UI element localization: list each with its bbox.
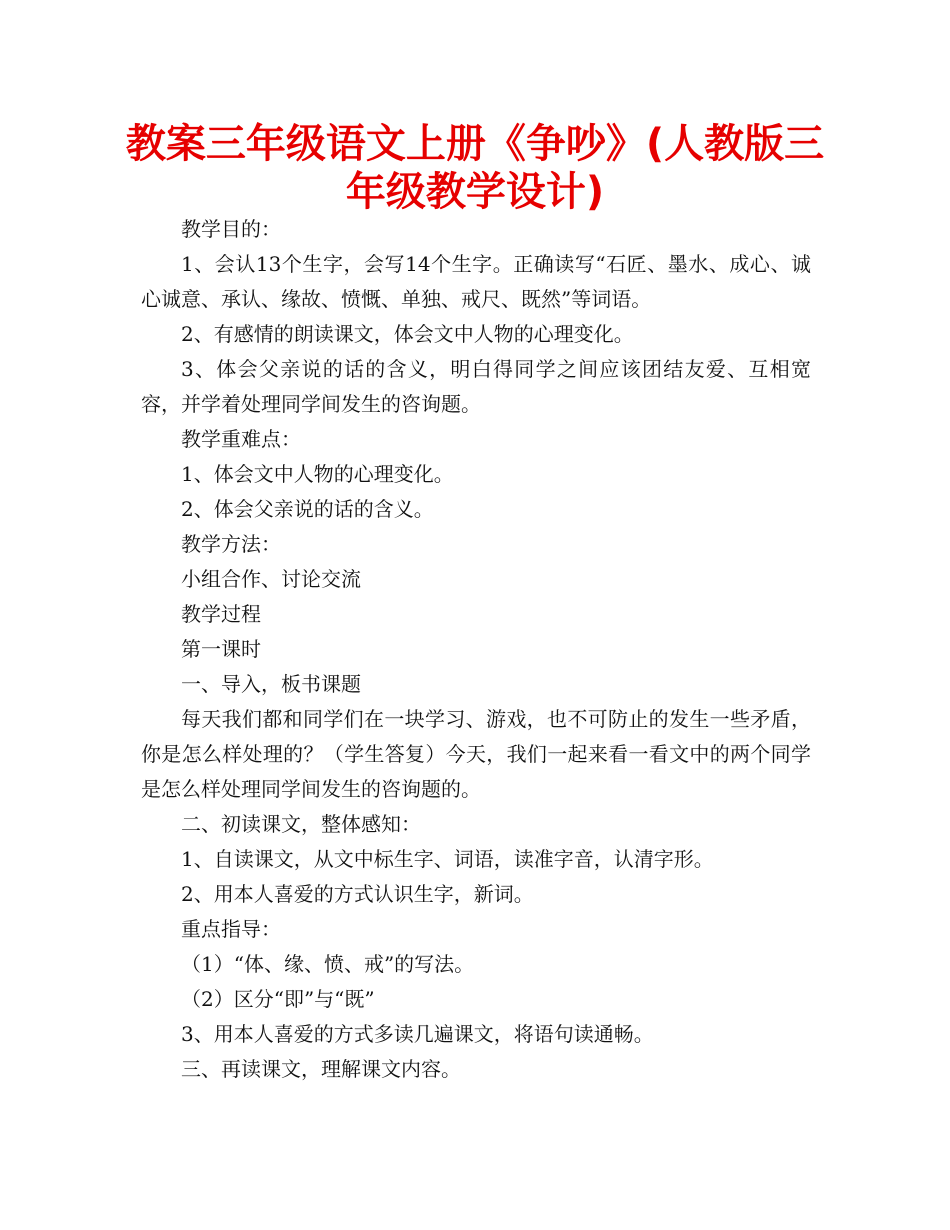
paragraph-objective-3: 3、体会父亲说的话的含义，明白得同学之间应该团结友爱、互相宽容，并学着处理同学间发生的咨询题。 [141,357,811,416]
paragraph-key-point-1: 1、体会文中人物的心理变化。 [181,462,454,486]
paragraph-key-point-2: 2、体会父亲说的话的含义。 [181,497,434,521]
paragraph-section-2-item-3: 3、用本人喜爱的方式多读几遍课文，将语句读通畅。 [181,1022,654,1046]
paragraph-guidance-1: （1）“体、缘、愤、戒”的写法。 [181,952,475,976]
paragraph-section-2-item-2: 2、用本人喜爱的方式认识生字，新词。 [181,882,534,906]
paragraph-objectives-heading: 教学目的： [181,217,281,241]
paragraph-method: 小组合作、讨论交流 [181,567,361,591]
paragraph-guidance-heading: 重点指导： [181,917,281,941]
paragraph-methods-heading: 教学方法： [181,532,281,556]
paragraph-section-3: 三、再读课文，理解课文内容。 [181,1057,461,1081]
paragraph-objective-1: 1、会认13个生字，会写14个生字。正确读写“石匠、墨水、成心、诚心诚意、承认、缘故、愤慨、单独、戒尺、既然”等词语。 [141,252,811,311]
paragraph-section-2-item-1: 1、自读课文，从文中标生字、词语，读准字音，认清字形。 [181,847,714,871]
paragraph-key-points-heading: 教学重难点： [181,427,301,451]
paragraph-section-1: 一、导入，板书课题 [181,672,361,696]
document-title: 教案三年级语文上册《争吵》(人教版三年级教学设计) [125,121,825,215]
paragraph-objective-2: 2、有感情的朗读课文，体会文中人物的心理变化。 [181,322,634,346]
paragraph-guidance-2: （2）区分“即”与“既” [181,987,375,1011]
paragraph-first-lesson: 第一课时 [181,637,261,661]
paragraph-section-1-body: 每天我们都和同学们在一块学习、游戏，也不可防止的发生一些矛盾，你是怎么样处理的？（学生答复）今天，我们一起来看一看文中的两个同学是怎么样处理同学间发生的咨询题的。 [141,707,811,801]
paragraph-process-heading: 教学过程 [181,602,261,626]
paragraph-section-2: 二、初读课文，整体感知： [181,812,421,836]
document-body [141,212,811,1087]
